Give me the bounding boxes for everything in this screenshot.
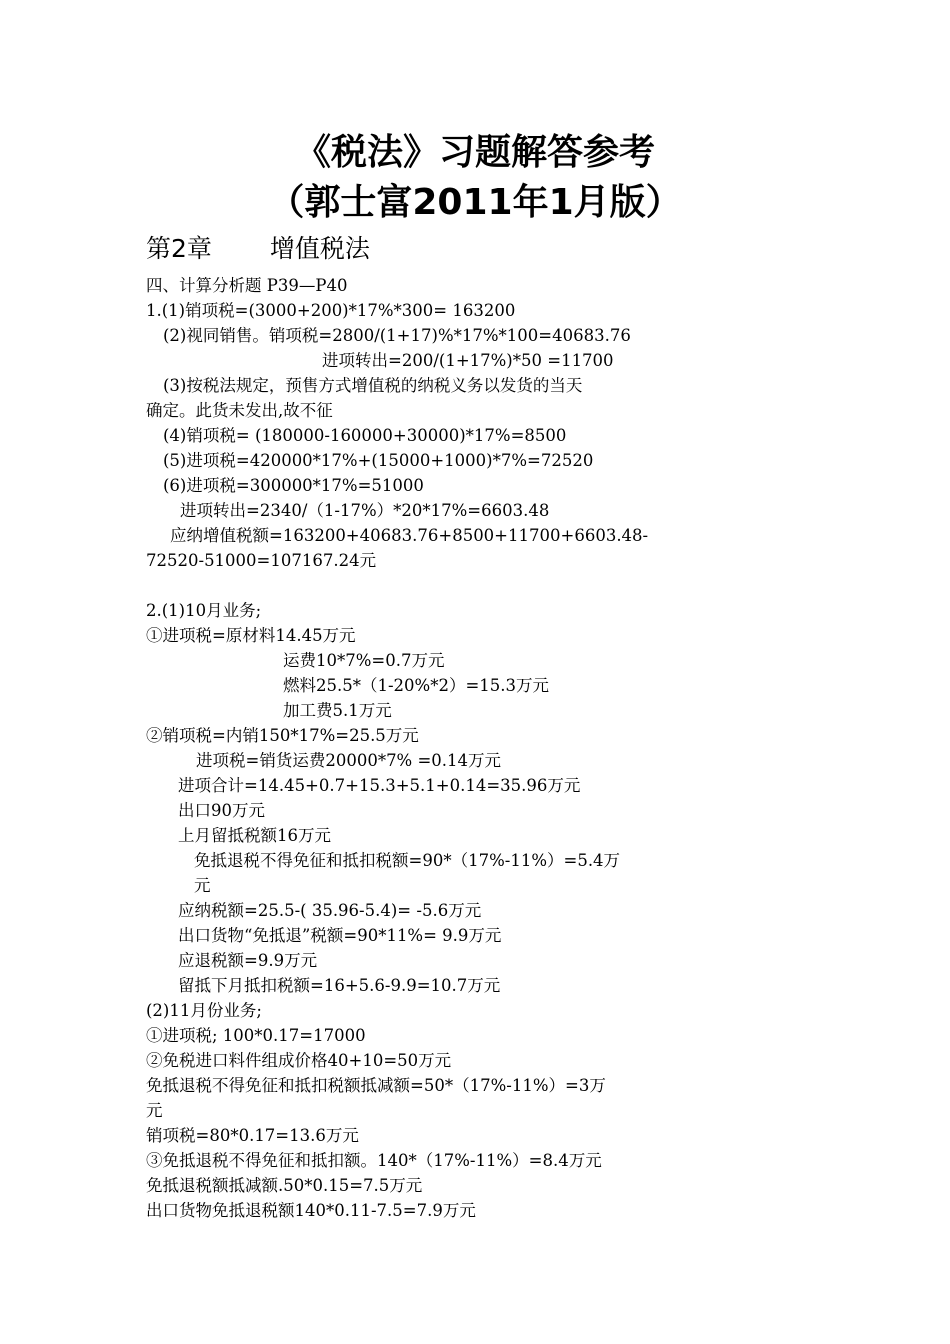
text-line: (2)11月份业务;: [146, 1001, 262, 1020]
text-line: 72520-51000=107167.24元: [146, 551, 377, 570]
chapter-number: 第2章: [146, 234, 212, 263]
text-line: 2.(1)10月业务;: [146, 601, 262, 620]
text-line: 进项转出=2340/（1-17%）*20*17%=6603.48: [180, 501, 550, 520]
text-line: 出口90万元: [178, 801, 265, 820]
chapter-heading: [146, 232, 370, 266]
text-line: (5)进项税=420000*17%+(15000+1000)*7%=72520: [163, 451, 594, 470]
text-line: 进项税=销货运费20000*7% =0.14万元: [196, 751, 502, 770]
text-line: 应纳税额=25.5-( 35.96-5.4)= -5.6万元: [178, 901, 482, 920]
text-line: 确定。此货未发出,故不征: [146, 401, 333, 420]
text-line: (2)视同销售。销项税=2800/(1+17)%*17%*100=40683.76: [163, 326, 631, 345]
text-line: 四、计算分析题 P39—P40: [146, 276, 348, 295]
chapter-name: 增值税法: [269, 234, 370, 263]
document-title: 《税法》习题解答参考: [294, 132, 655, 173]
text-line: ①进项税; 100*0.17=17000: [146, 1026, 366, 1045]
text-line: 应纳增值税额=163200+40683.76+8500+11700+6603.48-: [170, 526, 649, 545]
text-line: ②免税进口料件组成价格40+10=50万元: [146, 1051, 452, 1070]
text-line: 运费10*7%=0.7万元: [283, 651, 445, 670]
text-line: (6)进项税=300000*17%=51000: [163, 476, 424, 495]
text-line: 元: [146, 1101, 163, 1120]
document-subtitle: （郭士富2011年1月版）: [268, 182, 682, 223]
text-line: 出口货物免抵退税额140*0.11-7.5=7.9万元: [146, 1201, 476, 1220]
text-line: 留抵下月抵扣税额=16+5.6-9.9=10.7万元: [178, 976, 501, 995]
text-line: 加工费5.1万元: [283, 701, 392, 720]
text-line: 免抵退税额抵减额.50*0.15=7.5万元: [146, 1176, 423, 1195]
text-line: 元: [194, 876, 211, 895]
text-line: ③免抵退税不得免征和抵扣额。140*（17%-11%）=8.4万元: [146, 1151, 602, 1170]
text-line: 进项合计=14.45+0.7+15.3+5.1+0.14=35.96万元: [178, 776, 581, 795]
text-line: ①进项税=原材料14.45万元: [146, 626, 356, 645]
text-line: 销项税=80*0.17=13.6万元: [146, 1126, 359, 1145]
text-line: 免抵退税不得免征和抵扣税额=90*（17%-11%）=5.4万: [194, 851, 621, 870]
text-line: 应退税额=9.9万元: [178, 951, 318, 970]
text-line: 进项转出=200/(1+17%)*50 =11700: [322, 351, 614, 370]
text-line: (3)按税法规定，预售方式增值税的纳税义务以发货的当天: [163, 376, 583, 395]
text-line: 上月留抵税额16万元: [178, 826, 331, 845]
text-line: 1.(1)销项税=(3000+200)*17%*300= 163200: [146, 301, 516, 320]
text-line: 免抵退税不得免征和抵扣税额抵减额=50*（17%-11%）=3万: [146, 1076, 606, 1095]
text-line: ②销项税=内销150*17%=25.5万元: [146, 726, 419, 745]
text-line: 出口货物“免抵退”税额=90*11%= 9.9万元: [178, 926, 502, 945]
text-line: 燃料25.5*（1-20%*2）=15.3万元: [283, 676, 550, 695]
text-line: (4)销项税= (180000-160000+30000)*17%=8500: [163, 426, 567, 445]
